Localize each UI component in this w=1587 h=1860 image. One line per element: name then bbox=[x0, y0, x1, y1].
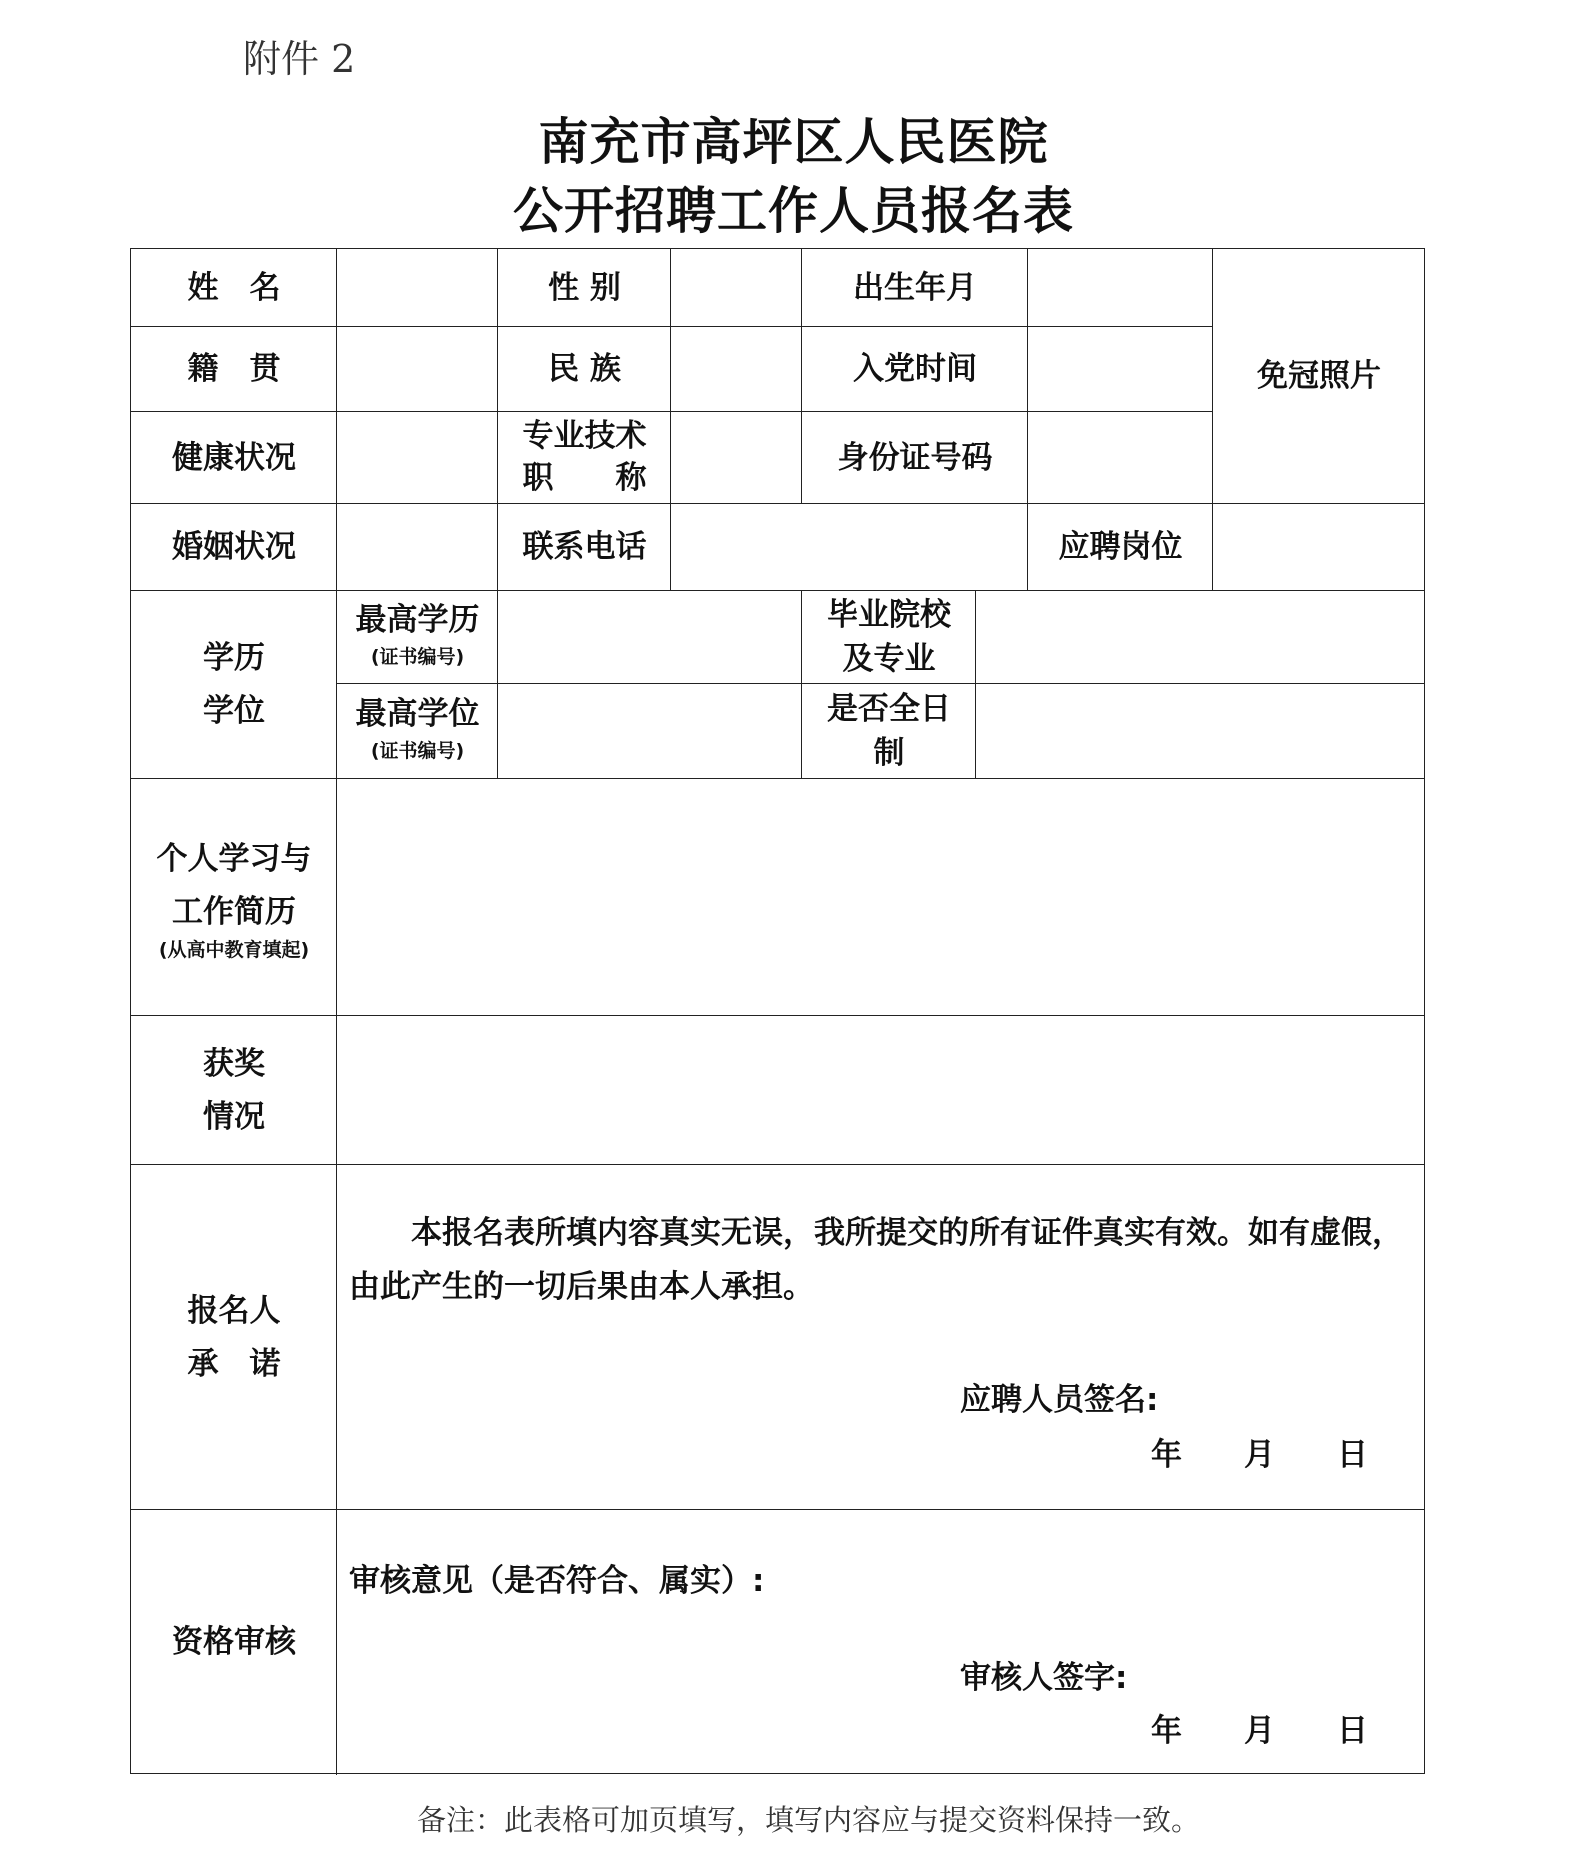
school-major-field[interactable] bbox=[976, 591, 1425, 684]
ethnicity-field[interactable] bbox=[671, 327, 802, 412]
highest-degree-field[interactable] bbox=[498, 684, 802, 779]
fulltime-line2: 制 bbox=[873, 734, 905, 771]
applicant-date: 年 月 日 bbox=[1151, 1437, 1368, 1473]
resume-line2: 工作简历 bbox=[172, 894, 296, 931]
professional-title-field[interactable] bbox=[671, 412, 802, 504]
reviewer-signature-label: 审核人签字: bbox=[960, 1660, 1128, 1696]
education-label-line1: 学历 bbox=[203, 640, 265, 677]
gender-label: 性 别 bbox=[548, 269, 621, 306]
phone-label: 联系电话 bbox=[522, 529, 647, 566]
native-place-field[interactable] bbox=[337, 327, 498, 412]
pledge-text: 本报名表所填内容真实无误，我所提交的所有证件真实有效。如有虚假，由此产生的一切后果由本人承担。 bbox=[349, 1215, 1403, 1305]
awards-label bbox=[131, 1016, 337, 1165]
page-title: 南充市高坪区人民医院 bbox=[538, 113, 1049, 171]
gender-field[interactable] bbox=[671, 249, 802, 327]
pledge-line1: 报名人 bbox=[187, 1292, 281, 1329]
birth-label: 出生年月 bbox=[853, 269, 977, 306]
pledge-label bbox=[131, 1165, 337, 1510]
highest-edu-text: 最高学历 bbox=[355, 602, 480, 639]
fulltime-label bbox=[802, 684, 976, 779]
resume-note: (从高中教育填起) bbox=[158, 938, 310, 961]
highest-edu-label bbox=[337, 591, 498, 684]
review-opinion-label: 审核意见（是否符合、属实）: bbox=[349, 1563, 765, 1599]
education-label bbox=[131, 591, 337, 779]
applicant-signature-label: 应聘人员签名: bbox=[960, 1382, 1159, 1418]
education-label-line2: 学位 bbox=[203, 693, 265, 729]
marital-field[interactable] bbox=[337, 504, 498, 591]
awards-line2: 情况 bbox=[203, 1098, 265, 1135]
school-major-line2: 及专业 bbox=[842, 640, 936, 677]
professional-title-line2: 职 称 bbox=[522, 460, 647, 496]
page-subtitle: 公开招聘工作人员报名表 bbox=[513, 182, 1074, 240]
id-number-label: 身份证号码 bbox=[837, 439, 993, 476]
school-major-label bbox=[802, 591, 976, 684]
fulltime-field[interactable] bbox=[976, 684, 1425, 779]
highest-edu-field[interactable] bbox=[498, 591, 802, 684]
resume-label bbox=[131, 779, 337, 1016]
professional-title-label bbox=[498, 412, 671, 504]
pledge-line2: 承 诺 bbox=[187, 1345, 281, 1382]
review-date: 年 月 日 bbox=[1151, 1713, 1368, 1749]
health-label: 健康状况 bbox=[172, 439, 296, 476]
resume-field[interactable] bbox=[337, 779, 1425, 1016]
review-label: 资格审核 bbox=[172, 1624, 296, 1661]
phone-field[interactable] bbox=[671, 504, 1028, 591]
awards-field[interactable] bbox=[337, 1016, 1425, 1165]
position-field[interactable] bbox=[1213, 504, 1425, 591]
native-place-label: 籍 贯 bbox=[187, 351, 281, 388]
marital-label: 婚姻状况 bbox=[172, 529, 296, 566]
position-label: 应聘岗位 bbox=[1058, 529, 1183, 566]
registration-form bbox=[130, 248, 1425, 1774]
fulltime-line1: 是否全日 bbox=[827, 691, 951, 728]
school-major-line1: 毕业院校 bbox=[827, 597, 951, 634]
awards-line1: 获奖 bbox=[203, 1045, 265, 1082]
health-field[interactable] bbox=[337, 412, 498, 504]
party-date-field[interactable] bbox=[1028, 327, 1213, 412]
resume-line1: 个人学习与 bbox=[156, 841, 312, 878]
professional-title-line1: 专业技术 bbox=[522, 418, 647, 455]
highest-degree-label bbox=[337, 684, 498, 779]
name-field[interactable] bbox=[337, 249, 498, 327]
ethnicity-label: 民 族 bbox=[548, 351, 621, 388]
footnote: 备注：此表格可加页填写，填写内容应与提交资料保持一致。 bbox=[416, 1803, 1200, 1837]
attachment-label: 附件 2 bbox=[243, 37, 356, 81]
cert-number-note-2: (证书编号) bbox=[370, 739, 465, 762]
id-number-field[interactable] bbox=[1028, 412, 1213, 504]
name-label: 姓 名 bbox=[187, 269, 281, 306]
photo-label: 免冠照片 bbox=[1257, 358, 1381, 395]
birth-field[interactable] bbox=[1028, 249, 1213, 327]
party-date-label: 入党时间 bbox=[853, 351, 977, 388]
highest-degree-text: 最高学位 bbox=[355, 696, 480, 733]
cert-number-note-1: (证书编号) bbox=[370, 645, 465, 668]
